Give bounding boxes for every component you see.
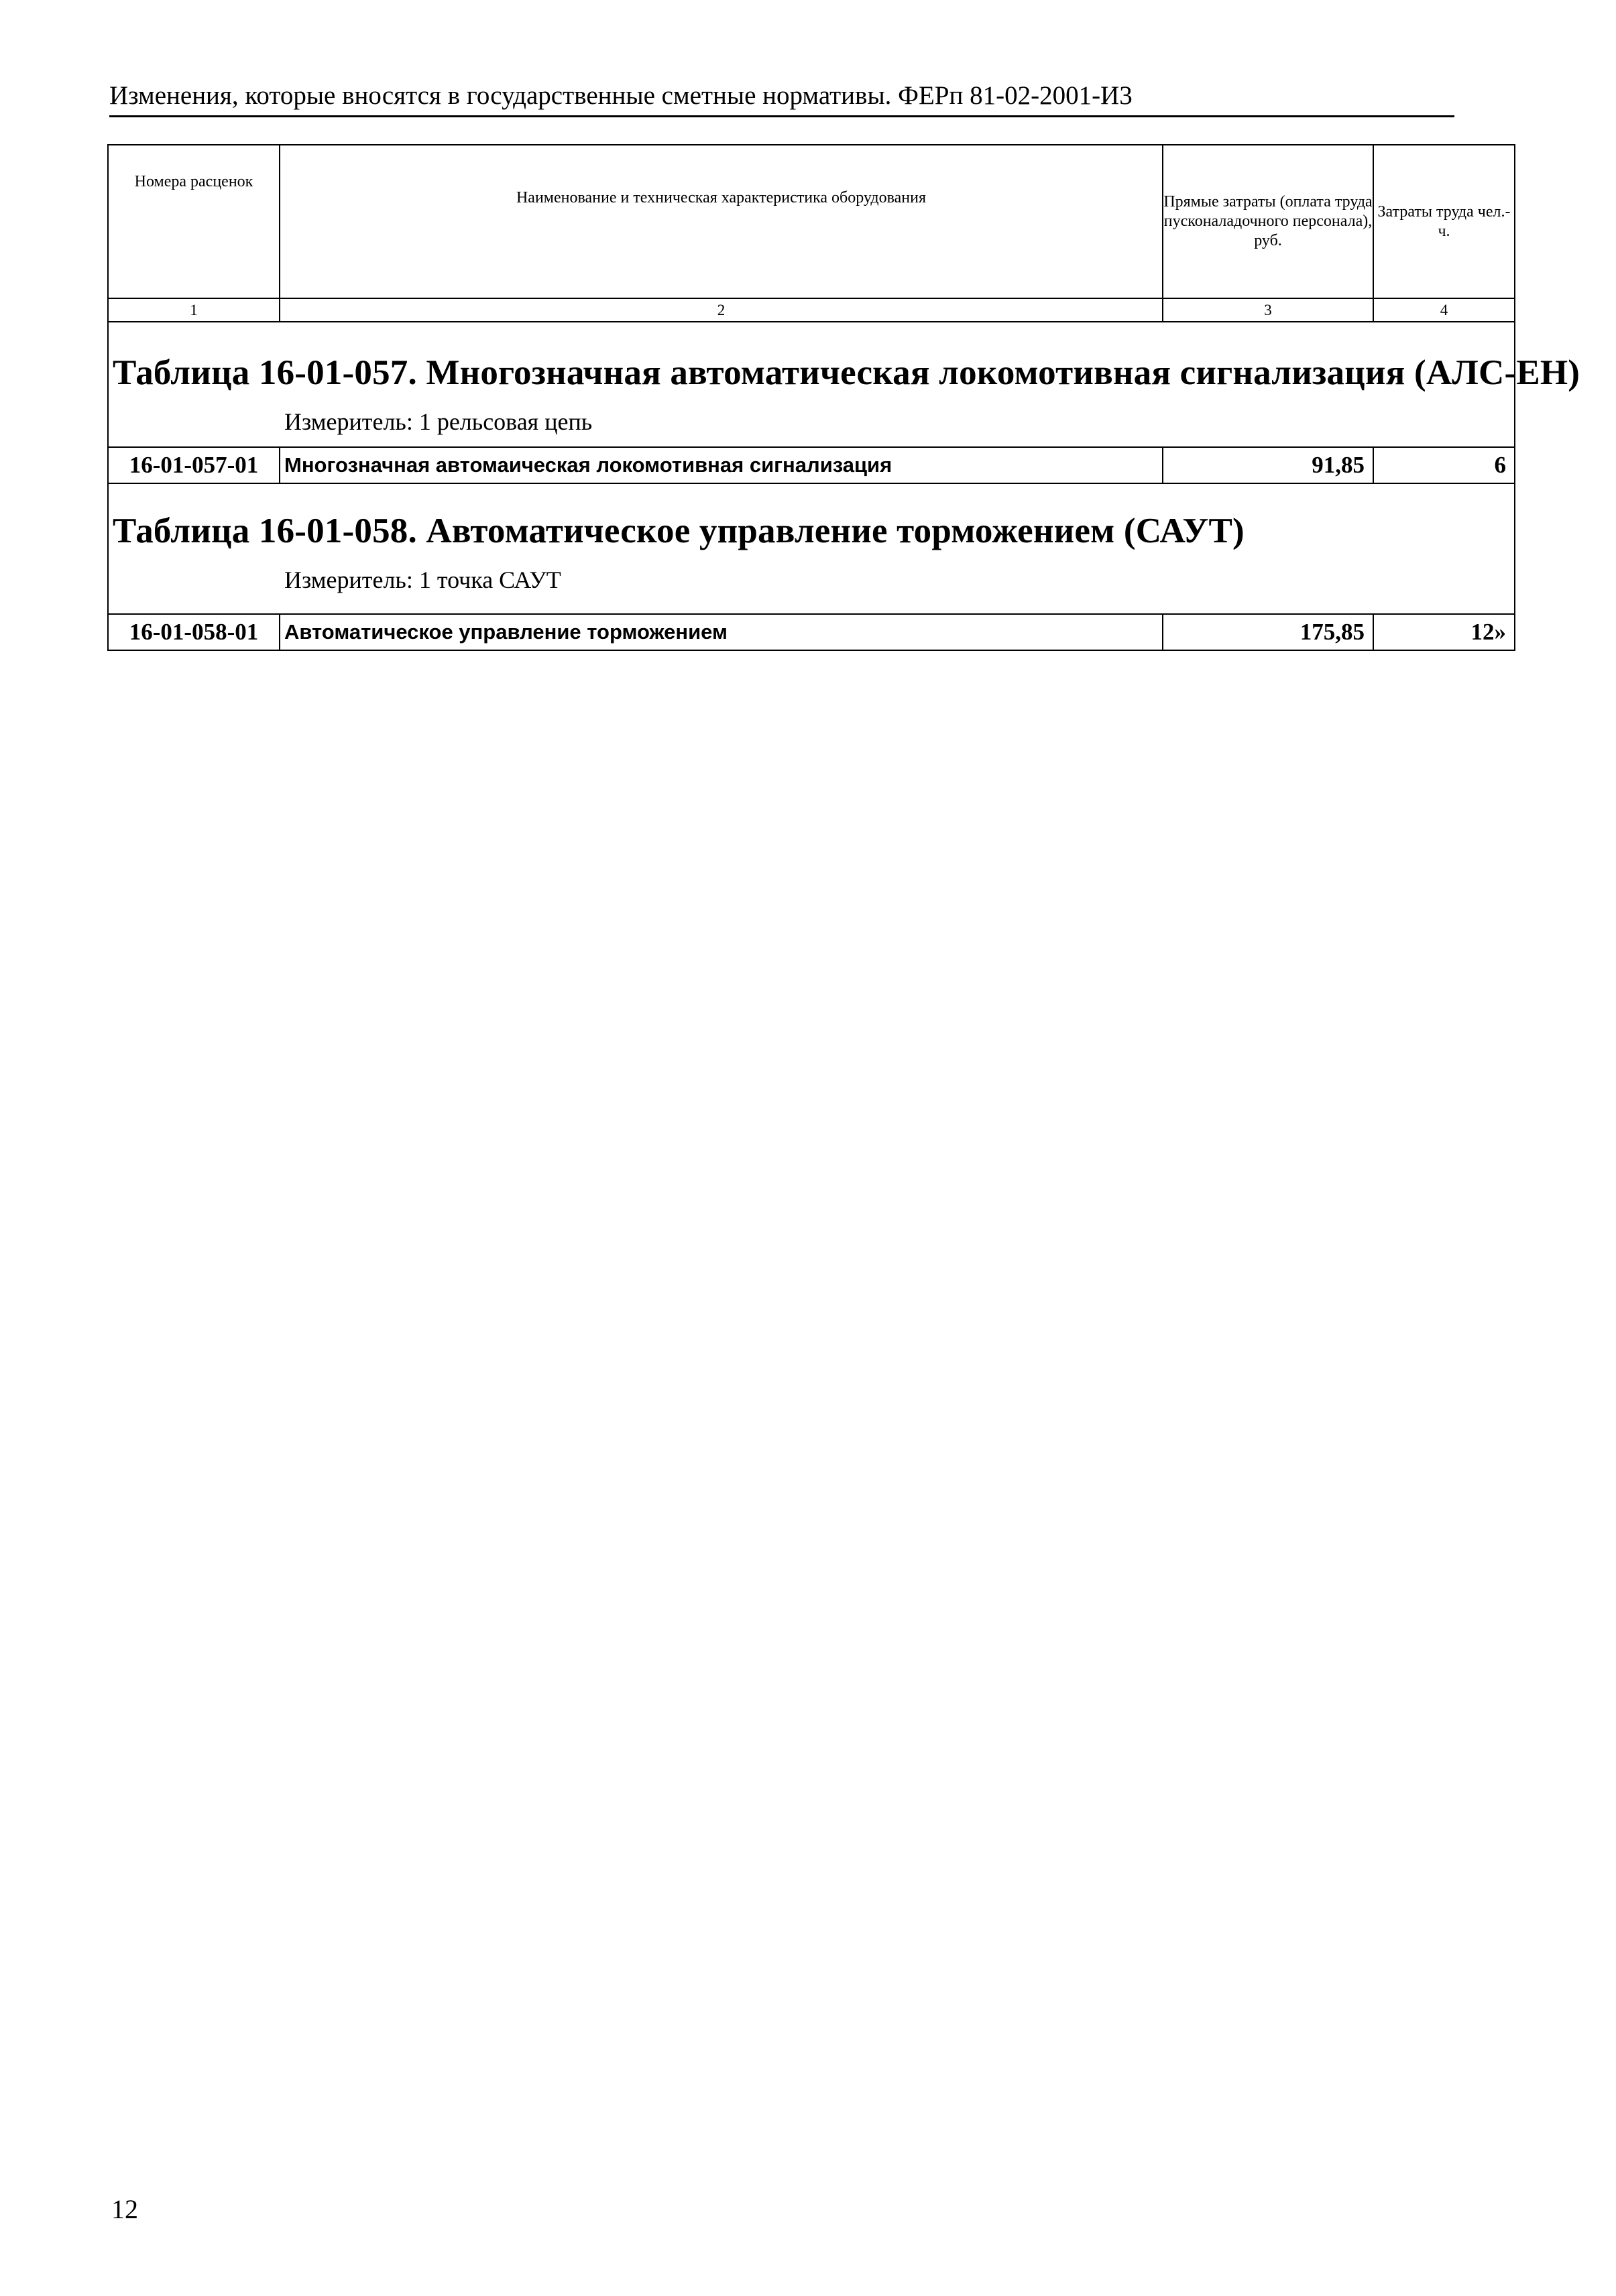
document-header: Изменения, которые вносятся в государственные сметные нормативы. ФЕРп 81-02-2001-И3 — [109, 79, 1454, 117]
column-number: 4 — [1373, 298, 1515, 322]
labor-cost: 12» — [1373, 614, 1515, 650]
section-header — [108, 322, 1580, 447]
column-number-row — [108, 298, 1515, 322]
direct-cost: 175,85 — [1163, 614, 1373, 650]
column-header-direct-costs: Прямые затраты (оплата труда пусконаладочного персонала), руб. — [1163, 145, 1373, 298]
page-number: 12 — [111, 2194, 138, 2224]
section-title: Таблица 16-01-057. Многозначная автоматическая локомотивная сигнализация (АЛС-ЕН) — [113, 353, 1580, 392]
column-header-labor: Затраты труда чел.-ч. — [1373, 145, 1515, 298]
column-number: 1 — [108, 298, 280, 322]
section-header — [108, 483, 1515, 614]
rate-name: Автоматическое управление торможением — [280, 614, 1163, 650]
rate-code: 16-01-058-01 — [108, 614, 280, 650]
rate-name: Многозначная автомаическая локомотивная сигнализация — [280, 447, 1163, 483]
column-header-name: Наименование и техническая характеристика оборудования — [280, 145, 1163, 298]
column-header-codes: Номера расценок — [108, 145, 280, 298]
table-row — [108, 614, 1515, 650]
table-header-row — [108, 145, 1515, 298]
labor-cost: 6 — [1373, 447, 1515, 483]
section-measure: Измеритель: 1 точка САУТ — [284, 566, 561, 593]
section-title: Таблица 16-01-058. Автоматическое управление торможением (САУТ) — [113, 511, 1245, 550]
direct-cost: 91,85 — [1163, 447, 1373, 483]
rate-code: 16-01-057-01 — [108, 447, 280, 483]
table-row — [108, 447, 1515, 483]
price-table — [107, 144, 1580, 651]
section-measure: Измеритель: 1 рельсовая цепь — [284, 408, 593, 435]
column-number: 3 — [1163, 298, 1373, 322]
column-number: 2 — [280, 298, 1163, 322]
section-header-row — [108, 322, 1515, 447]
section-header-row — [108, 483, 1515, 614]
